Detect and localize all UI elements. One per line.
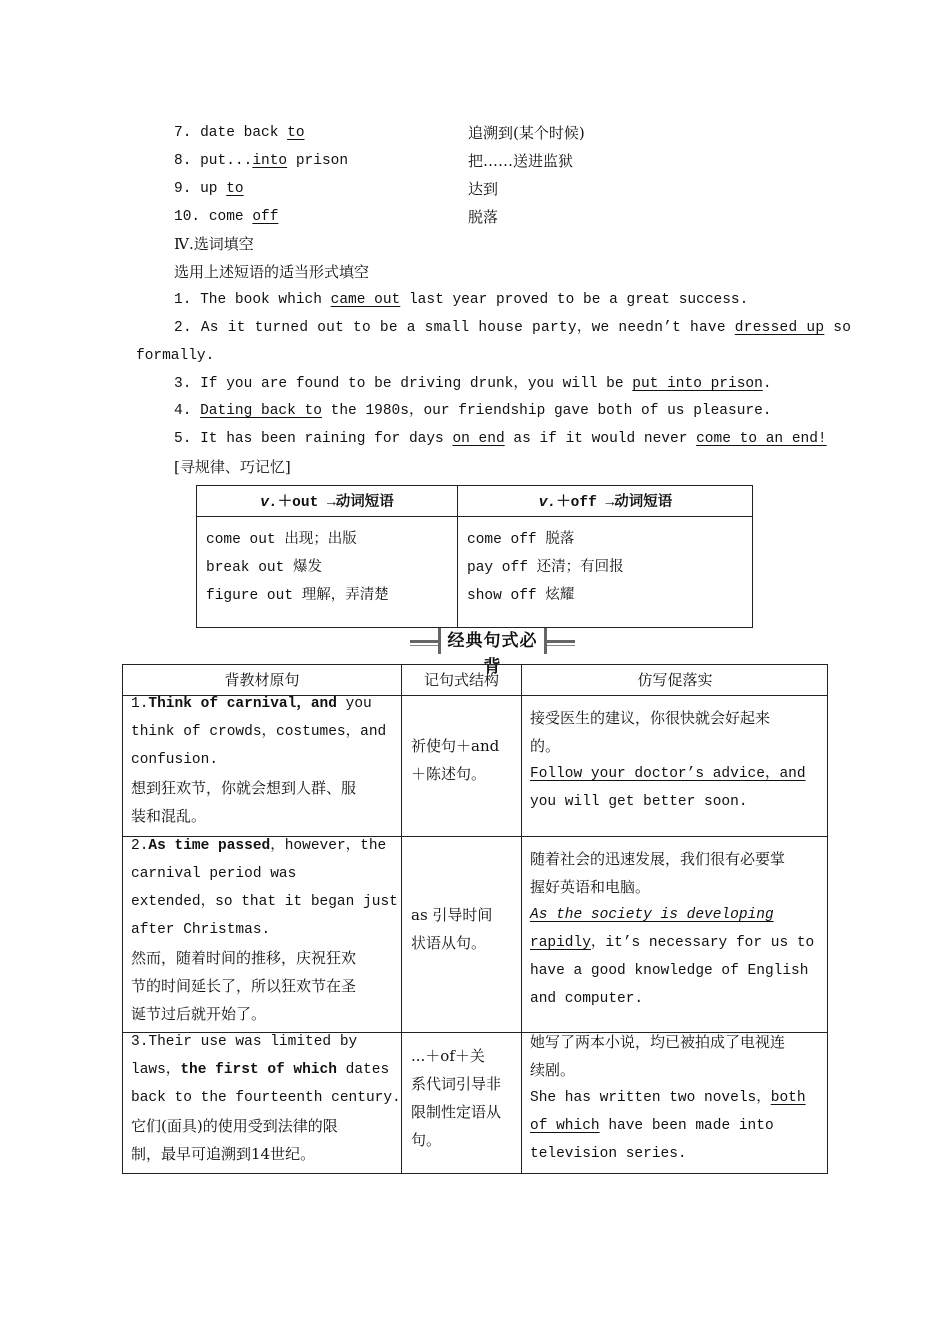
rule-header-out: v.＋out →动词短语: [260, 495, 394, 511]
phrase-9: 9. up to: [174, 181, 244, 197]
header-structure: 记句式结构: [423, 671, 499, 689]
list-item: show off 炫耀: [467, 588, 575, 604]
answer-blank: to: [226, 181, 244, 197]
answer-blank: rapidly: [530, 935, 591, 951]
row3-practice: 她写了两本小说，均已被拍成了电视连 续剧。 She has written two novels，both of which have been made into television series.: [530, 1033, 806, 1162]
answer-blank: both: [770, 1090, 806, 1106]
row2-original: 2.As time passed，however，the carnival period was extended，so that it began just after Christmas. 然而，随着时间的推移，庆祝狂欢 节的时间延长了，所以狂欢节在圣 诞节过后就开始了。: [131, 838, 398, 1023]
section-banner: [410, 628, 575, 677]
answer-blank: on end: [452, 431, 505, 447]
row1-practice: 接受医生的建议，你很快就会好起来 的。 Follow your doctor’s advice，and you will get better soon.: [530, 709, 806, 810]
exercise-4: 4. Dating back to the 1980s，our friendship gave both of us pleasure.: [174, 403, 772, 419]
row2-structure: as 引导时间 状语从句。: [411, 906, 493, 952]
section-title: Ⅳ.选词填空: [174, 235, 254, 253]
list-item: come off 脱落: [467, 532, 575, 548]
rule-list-off: [467, 526, 624, 610]
list-item: pay off 还清；有回报: [467, 560, 624, 576]
phrase-7: 7. date back to: [174, 125, 305, 141]
phrase-7-meaning: 追溯到(某个时候): [468, 124, 585, 142]
banner-title: 经典句式必背: [438, 628, 547, 654]
phrase-10-meaning: 脱落: [468, 208, 499, 226]
list-item: figure out 理解，弄清楚: [206, 588, 389, 604]
answer-blank: came out: [330, 292, 401, 308]
rule-list-out: [206, 526, 389, 610]
phrase-9-meaning: 达到: [468, 180, 499, 198]
sentence-pattern-table: [122, 664, 828, 1174]
row1-original: 1.Think of carnival，and you think of crowds，costumes，and confusion. 想到狂欢节，你就会想到人群、服 装和混乱。: [131, 696, 387, 825]
answer-blank: to: [287, 125, 305, 141]
exercise-2: 2. As it turned out to be a small house party，we needn’t have dressed up so: [174, 320, 852, 336]
row2-practice: 随着社会的迅速发展，我们很有必要掌 握好英语和电脑。 As the society is developing rapidly，it’s necessary for us to have a good knowledge of English and computer.: [530, 850, 815, 1007]
answer-blank: As the society is developing: [530, 907, 774, 923]
header-original: 背教材原句: [224, 671, 300, 689]
row3-original: 3.Their use was limited by laws，the first of which dates back to the fourteenth century. 它们(面具)的使用受到法律的限 制，最早可追溯到14世纪。: [131, 1034, 401, 1163]
answer-blank: come to an end!: [696, 431, 827, 447]
answer-blank: into: [252, 153, 288, 169]
exercise-5: 5. It has been raining for days on end as if it would never come to an end!: [174, 431, 827, 447]
rules-heading: [寻规律、巧记忆]: [174, 458, 291, 476]
answer-blank: put into prison: [632, 376, 763, 392]
answer-blank: dressed up: [734, 320, 825, 336]
rule-header-off: v.＋off →动词短语: [538, 495, 673, 511]
phrase-rule-table: [196, 485, 753, 628]
header-practice: 仿写促落实: [637, 671, 713, 689]
row1-structure: 祈使句＋and ＋陈述句。: [411, 737, 500, 783]
answer-blank: Follow your doctor’s advice，and: [530, 766, 806, 782]
answer-blank: of which: [530, 1118, 600, 1134]
exercise-1: 1. The book which came out last year proved to be a great success.: [174, 292, 749, 308]
exercise-3: 3. If you are found to be driving drunk，you will be put into prison.: [174, 376, 772, 392]
phrase-8-meaning: 把……送进监狱: [468, 152, 574, 170]
row3-structure: ...＋of＋关 系代词引导非 限制性定语从 句。: [411, 1047, 502, 1149]
phrase-8: 8. put...into prison: [174, 153, 349, 169]
section-instruction: 选用上述短语的适当形式填空: [174, 263, 370, 281]
list-item: come out 出现；出版: [206, 532, 357, 548]
exercise-2-continued: formally.: [136, 348, 215, 364]
list-item: break out 爆发: [206, 560, 323, 576]
answer-blank: off: [252, 209, 279, 225]
phrase-10: 10. come off: [174, 209, 279, 225]
answer-blank: Dating back to: [200, 403, 322, 419]
